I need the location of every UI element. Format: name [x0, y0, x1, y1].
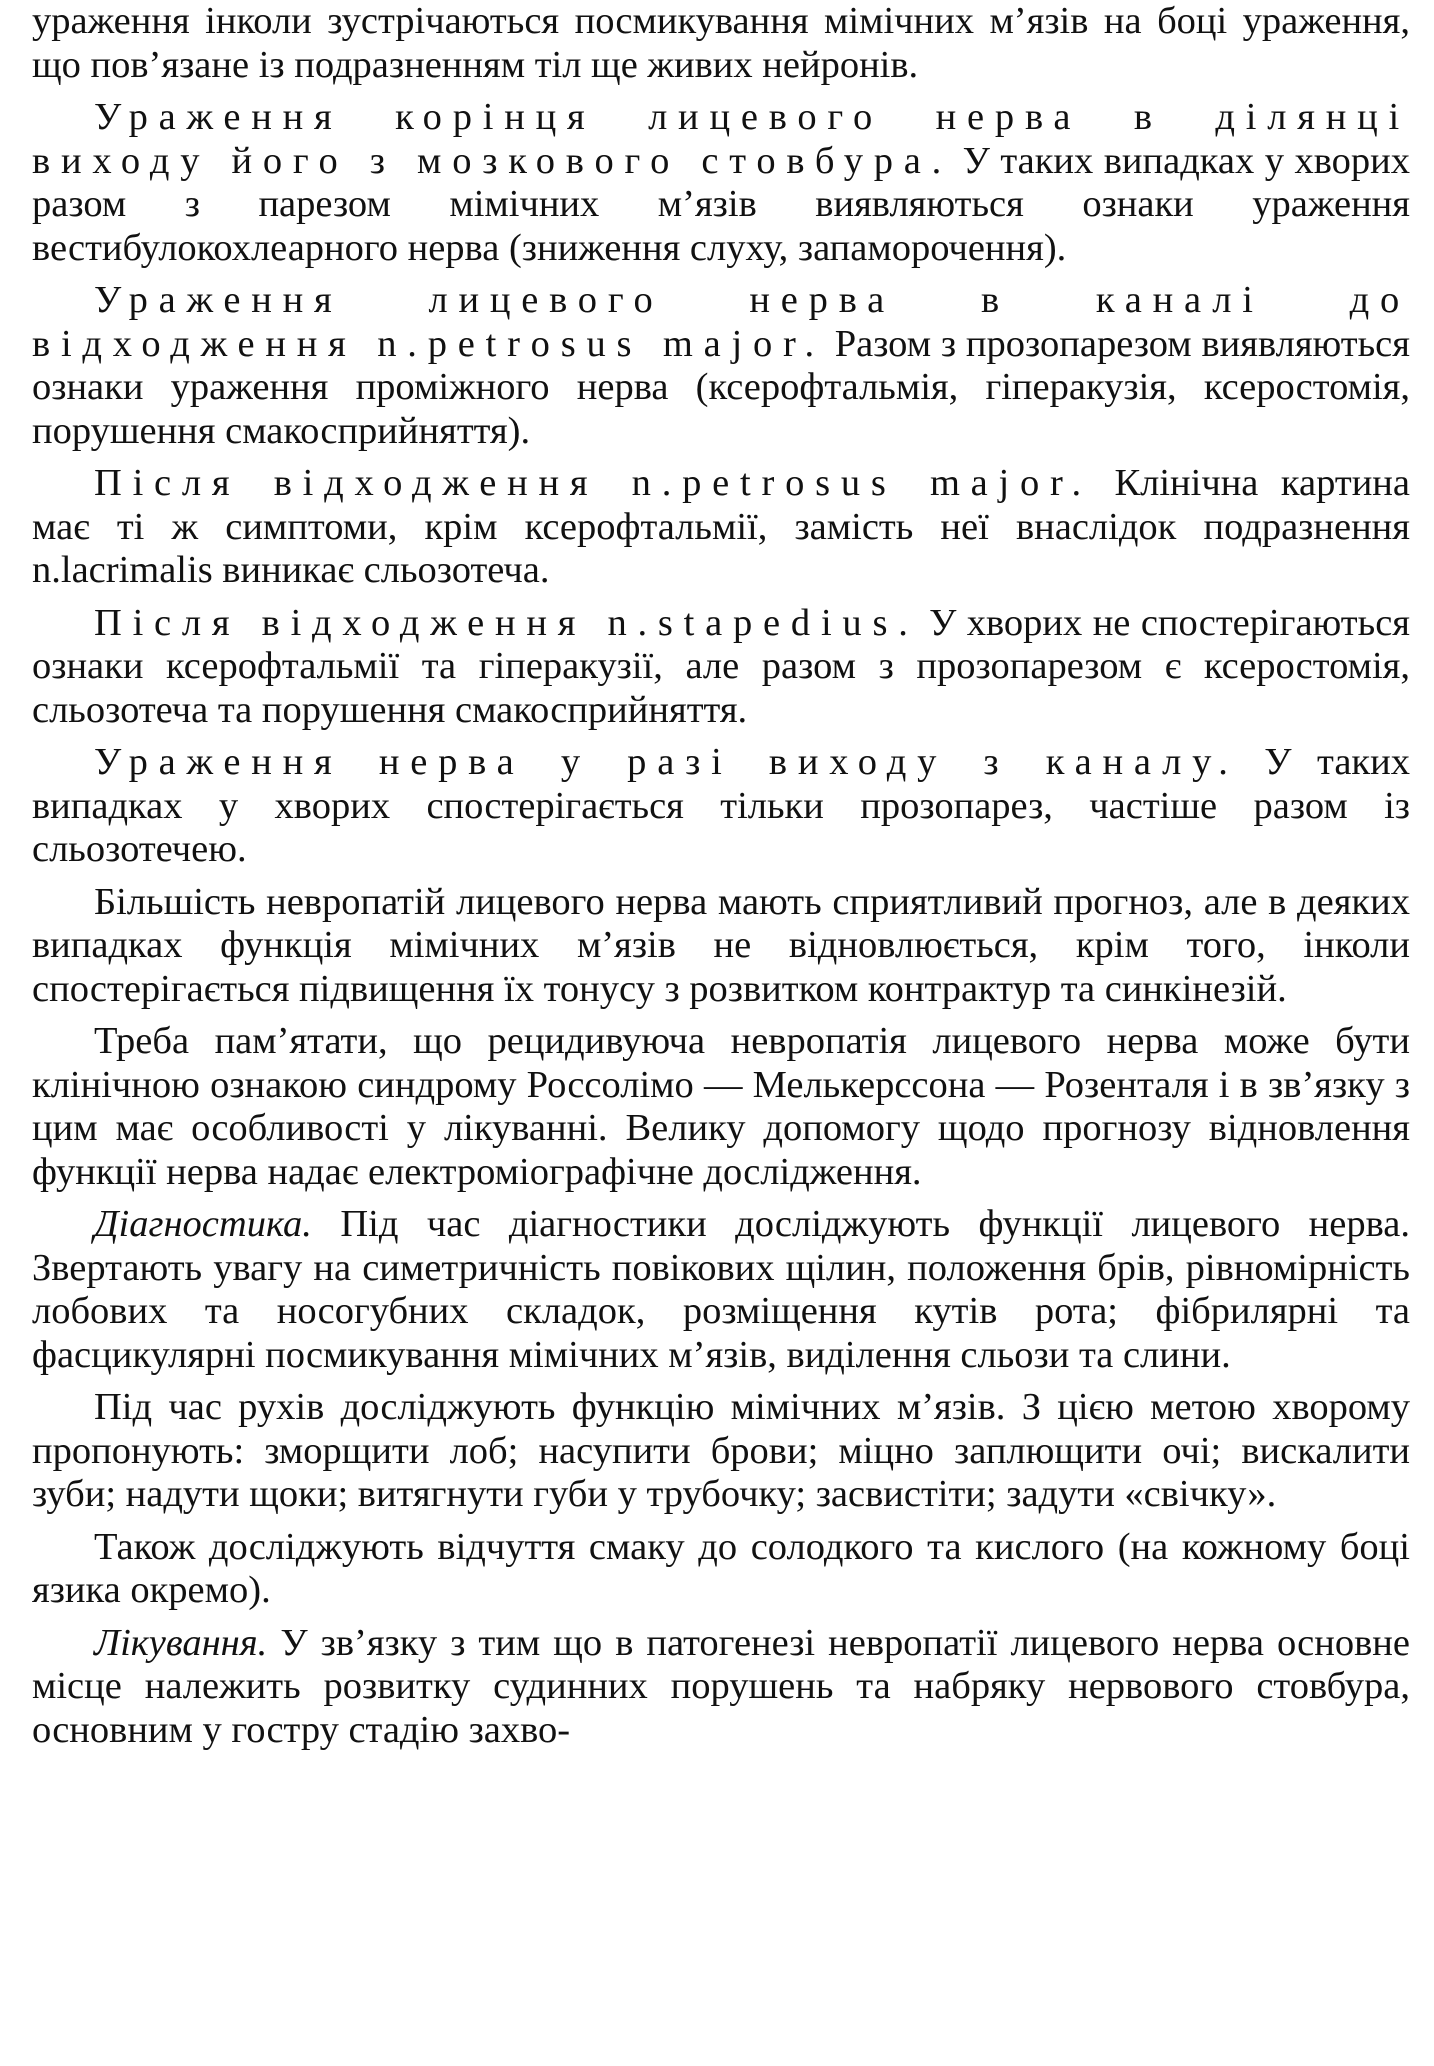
paragraph-body: Під час діагностики досліджують функції лицевого нерва. Звертають увагу на симетричність повікових щілин, положення брів, рівномірність лобових та носогубних складок, розміщення кутів рота; фібрилярні та фасцикулярні посмикування мімічних м’язів, виділення сльози та слини.	[32, 1203, 1410, 1376]
paragraph-movements	[32, 1386, 1410, 1517]
paragraph-body: У таких випадках у хворих разом з парезом мімічних м’язів виявляються ознаки ураження вестибулокохлеарного нерва (зниження слуху, запаморочення).	[32, 139, 1410, 269]
paragraph-lead: Діагностика.	[94, 1203, 312, 1245]
paragraph-lead: Після відходження n.stapedius.	[94, 601, 919, 644]
paragraph-syndrome	[32, 1020, 1410, 1194]
paragraph-body: У хворих не спостерігаються ознаки ксерофтальмії та гіперакузії, але разом з прозопарезом є ксеростомія, сльозотеча та порушення смакосприйняття.	[32, 601, 1410, 731]
paragraph-root-lesion	[32, 96, 1410, 270]
paragraph-body: Разом з прозопарезом виявляються ознаки ураження проміжного нерва (ксерофтальмія, гіперакузія, ксеростомія, порушення смакосприйняття).	[32, 322, 1410, 452]
paragraph-canal-exit	[32, 741, 1410, 872]
paragraph-lead: Лікування.	[94, 1621, 268, 1664]
paragraph-lead: Ураження корінця лицевого нерва в ділянці виходу його з мозкового стовбура.	[32, 96, 1410, 182]
paragraph-body: Треба пам’ятати, що рецидивуюча невропатія лицевого нерва може бути клінічною ознакою синдрому Россолімо — Мелькерссона — Розенталя і в зв’язку з цим має особливості у лікуванні. Велику допомогу щодо прогнозу відновлення функції нерва надає електроміографічне дослідження.	[32, 1020, 1410, 1193]
paragraph-after-petrosus	[32, 462, 1410, 593]
paragraph-continuation	[32, 0, 1410, 87]
paragraph-lead: Ураження нерва у разі виходу з каналу.	[94, 741, 1239, 783]
paragraph-after-stapedius	[32, 602, 1410, 733]
paragraph-body: Під час рухів досліджують функцію мімічних м’язів. З цією метою хворому пропонують: зморщити лоб; насупити брови; міцно заплющити очі; вискалити зуби; надути щоки; витягнути губи у трубочку; засвистіти; задути «свічку».	[32, 1386, 1410, 1515]
paragraph-body: ураження інколи зустрічаються посмикування мімічних м’язів на боці ураження, що пов’язане із подразненням тіл ще живих нейронів.	[32, 0, 1410, 86]
paragraph-canal-lesion	[32, 279, 1410, 453]
paragraph-lead: Після відходження n.petrosus major.	[94, 462, 1092, 504]
document-page	[32, 0, 1410, 1761]
paragraph-body: Більшість невропатій лицевого нерва мають сприятливий прогноз, але в деяких випадках функція мімічних м’язів не відновлюється, крім того, інколи спостерігається підвищення їх тонусу з розвитком контрактур та синкінезій.	[32, 880, 1410, 1010]
paragraph-body: Клінічна картина має ті ж симптоми, крім ксерофтальмії, замість неї внаслідок подразнення n.lacrimalis виникає сльозотеча.	[32, 462, 1410, 591]
paragraph-taste	[32, 1526, 1410, 1613]
paragraph-lead: Ураження лицевого нерва в каналі до відходження n.petrosus major.	[32, 279, 1410, 365]
paragraph-body: Також досліджують відчуття смаку до солодкого та кислого (на кожному боці язика окремо).	[32, 1525, 1410, 1611]
paragraph-diagnostics	[32, 1203, 1410, 1377]
paragraph-body: У зв’язку з тим що в патогенезі невропатії лицевого нерва основне місце належить розвитку судинних порушень та набряку нервового стовбура, основним у гостру стадію захво-	[32, 1621, 1410, 1751]
paragraph-body: У таких випадках у хворих спостерігається тільки прозопарез, частіше разом із сльозотечею.	[32, 741, 1410, 870]
paragraph-treatment	[32, 1622, 1410, 1753]
paragraph-prognosis	[32, 881, 1410, 1012]
